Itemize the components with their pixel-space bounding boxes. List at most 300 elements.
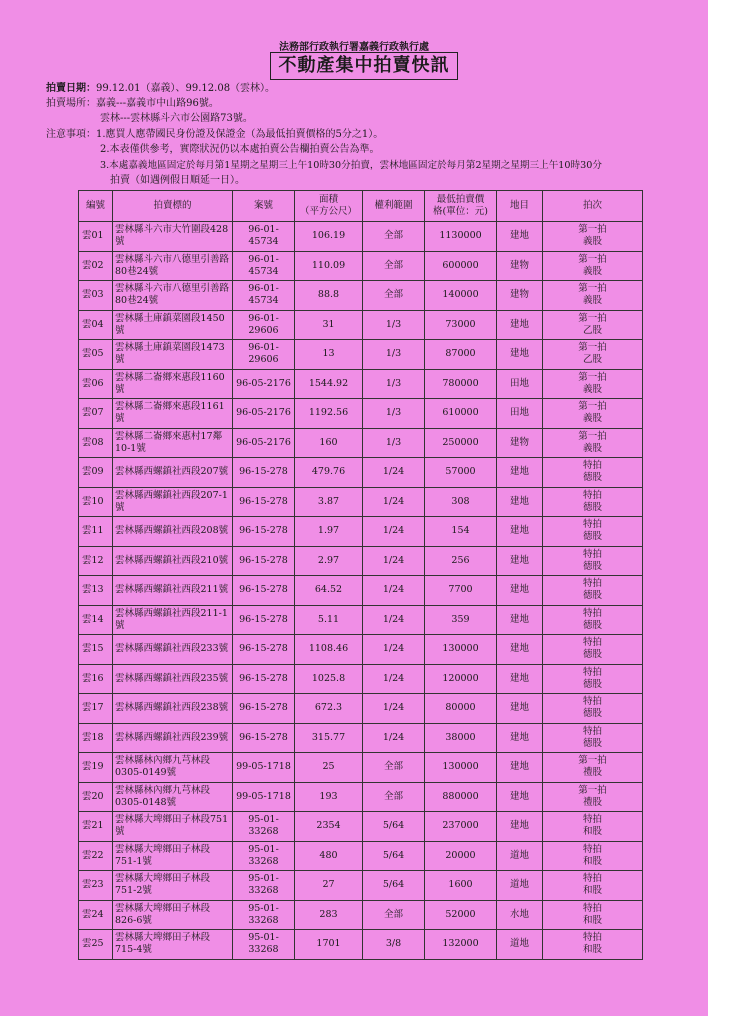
row-price: 140000 xyxy=(425,281,497,311)
table-row xyxy=(79,871,643,901)
auction-table xyxy=(78,190,643,960)
table-row xyxy=(79,694,643,724)
row-division: 德股 xyxy=(582,531,602,543)
row-division: 義股 xyxy=(582,265,602,277)
row-number: 雲17 xyxy=(79,694,113,724)
row-price: 7700 xyxy=(425,576,497,606)
row-land: 建物 xyxy=(497,281,543,311)
row-area: 31 xyxy=(295,310,363,340)
row-item: 雲林縣西螺鎮社西段207-1號 xyxy=(113,487,233,517)
table-row xyxy=(79,369,643,399)
row-area: 1544.92 xyxy=(295,369,363,399)
row-division: 德股 xyxy=(582,678,602,690)
row-item: 雲林縣西螺鎮社西段235號 xyxy=(113,664,233,694)
row-item: 雲林縣大埤鄉田子林段715-4號 xyxy=(113,930,233,960)
row-division: 德股 xyxy=(582,737,602,749)
auction-place-label: 拍賣場所： xyxy=(46,98,96,109)
row-division: 德股 xyxy=(582,649,602,661)
row-division: 和股 xyxy=(582,944,602,956)
row-round-cell xyxy=(543,458,643,488)
row-item: 雲林縣大埤鄉田子林段751-1號 xyxy=(113,841,233,871)
row-land: 建地 xyxy=(497,517,543,547)
row-division: 義股 xyxy=(582,413,602,425)
row-area: 283 xyxy=(295,900,363,930)
row-area: 106.19 xyxy=(295,222,363,252)
row-round: 特拍 xyxy=(582,666,602,678)
note-3a: 3.本處嘉義地區固定於每月第1星期之星期三上午10時30分拍賣，雲林地區固定於每月第2星期之星期三上午10時30分 xyxy=(100,160,602,171)
row-price: 154 xyxy=(425,517,497,547)
header-price-1: 最低拍賣價 xyxy=(436,194,485,205)
row-land: 建地 xyxy=(497,340,543,370)
table-row xyxy=(79,723,643,753)
header-area-1: 面積 xyxy=(318,194,338,205)
row-land: 田地 xyxy=(497,369,543,399)
row-rights: 5/64 xyxy=(363,812,425,842)
row-rights: 1/24 xyxy=(363,694,425,724)
row-division: 義股 xyxy=(582,236,602,248)
note-2: 2.本表僅供參考，實際狀況仍以本處拍賣公告欄拍賣公告為準。 xyxy=(100,144,380,155)
row-area: 1025.8 xyxy=(295,664,363,694)
row-division: 和股 xyxy=(582,885,602,897)
row-case: 95-01-33268 xyxy=(233,841,295,871)
note-3b: 拍賣（如遇例假日順延一日）。 xyxy=(110,175,245,186)
row-division: 禮股 xyxy=(582,767,602,779)
notes-label: 注意事項： xyxy=(46,129,96,140)
row-round: 特拍 xyxy=(582,725,602,737)
row-land: 建地 xyxy=(497,635,543,665)
row-rights: 1/24 xyxy=(363,546,425,576)
table-row xyxy=(79,812,643,842)
row-round: 特拍 xyxy=(582,637,602,649)
row-round-cell xyxy=(543,222,643,252)
row-case: 99-05-1718 xyxy=(233,753,295,783)
row-round: 第一拍 xyxy=(578,312,607,324)
row-price: 73000 xyxy=(425,310,497,340)
row-round-cell xyxy=(543,753,643,783)
row-area: 2354 xyxy=(295,812,363,842)
row-round-cell xyxy=(543,900,643,930)
row-item: 雲林縣斗六市大竹圍段428號 xyxy=(113,222,233,252)
row-round: 特拍 xyxy=(582,578,602,590)
table-row xyxy=(79,399,643,429)
row-land: 水地 xyxy=(497,900,543,930)
row-rights: 1/3 xyxy=(363,340,425,370)
row-rights: 全部 xyxy=(363,281,425,311)
row-land: 建地 xyxy=(497,812,543,842)
row-price: 237000 xyxy=(425,812,497,842)
row-division: 德股 xyxy=(582,472,602,484)
row-land: 建地 xyxy=(497,576,543,606)
row-round-cell xyxy=(543,428,643,458)
row-rights: 1/24 xyxy=(363,605,425,635)
row-case: 96-15-278 xyxy=(233,635,295,665)
auction-date-label: 拍賣日期： xyxy=(46,83,96,94)
row-price: 250000 xyxy=(425,428,497,458)
table-header-row xyxy=(79,191,643,222)
row-land: 建地 xyxy=(497,782,543,812)
row-price: 57000 xyxy=(425,458,497,488)
row-case: 95-01-33268 xyxy=(233,871,295,901)
row-area: 5.11 xyxy=(295,605,363,635)
row-rights: 1/24 xyxy=(363,458,425,488)
row-number: 雲18 xyxy=(79,723,113,753)
table-row xyxy=(79,517,643,547)
row-round-cell xyxy=(543,841,643,871)
row-item: 雲林縣斗六市八德里引善路80巷24號 xyxy=(113,281,233,311)
row-case: 96-15-278 xyxy=(233,723,295,753)
row-rights: 1/3 xyxy=(363,428,425,458)
table-row xyxy=(79,546,643,576)
notes-line-1 xyxy=(46,128,383,142)
row-land: 建地 xyxy=(497,723,543,753)
row-number: 雲24 xyxy=(79,900,113,930)
row-price: 1130000 xyxy=(425,222,497,252)
row-round: 第一拍 xyxy=(578,224,607,236)
row-land: 建物 xyxy=(497,251,543,281)
row-area: 64.52 xyxy=(295,576,363,606)
row-rights: 1/3 xyxy=(363,399,425,429)
row-number: 雲23 xyxy=(79,871,113,901)
row-round-cell xyxy=(543,340,643,370)
row-number: 雲19 xyxy=(79,753,113,783)
row-round: 第一拍 xyxy=(578,371,607,383)
table-row xyxy=(79,458,643,488)
row-rights: 1/3 xyxy=(363,369,425,399)
row-land: 道地 xyxy=(497,871,543,901)
row-land: 建地 xyxy=(497,458,543,488)
row-case: 96-01-45734 xyxy=(233,222,295,252)
row-round: 第一拍 xyxy=(578,784,607,796)
row-division: 義股 xyxy=(582,442,602,454)
row-rights: 全部 xyxy=(363,222,425,252)
row-round-cell xyxy=(543,664,643,694)
row-round-cell xyxy=(543,546,643,576)
row-area: 1.97 xyxy=(295,517,363,547)
row-round-cell xyxy=(543,812,643,842)
row-round-cell xyxy=(543,399,643,429)
document-title: 不動產集中拍賣快訊 xyxy=(270,52,458,80)
row-area: 88.8 xyxy=(295,281,363,311)
table-row xyxy=(79,281,643,311)
row-number: 雲09 xyxy=(79,458,113,488)
row-area: 479.76 xyxy=(295,458,363,488)
row-division: 禮股 xyxy=(582,796,602,808)
row-round-cell xyxy=(543,487,643,517)
header-price-2: 格(單位：元) xyxy=(433,206,488,217)
row-area: 1192.56 xyxy=(295,399,363,429)
row-round-cell xyxy=(543,369,643,399)
table-row xyxy=(79,310,643,340)
table-row xyxy=(79,635,643,665)
row-item: 雲林縣土庫鎮菜園段1473號 xyxy=(113,340,233,370)
header-area-2: （平方公尺） xyxy=(299,206,357,217)
row-round-cell xyxy=(543,930,643,960)
row-rights: 1/24 xyxy=(363,576,425,606)
row-price: 880000 xyxy=(425,782,497,812)
row-round: 特拍 xyxy=(582,932,602,944)
row-rights: 1/24 xyxy=(363,723,425,753)
row-land: 建地 xyxy=(497,310,543,340)
row-number: 雲20 xyxy=(79,782,113,812)
row-case: 96-15-278 xyxy=(233,458,295,488)
row-round: 特拍 xyxy=(582,607,602,619)
row-area: 27 xyxy=(295,871,363,901)
agency-name: 法務部行政執行署嘉義行政執行處 xyxy=(279,42,429,53)
row-case: 95-01-33268 xyxy=(233,900,295,930)
row-round-cell xyxy=(543,517,643,547)
row-case: 96-01-45734 xyxy=(233,251,295,281)
row-division: 和股 xyxy=(582,826,602,838)
row-case: 96-15-278 xyxy=(233,487,295,517)
row-case: 96-05-2176 xyxy=(233,399,295,429)
row-number: 雲13 xyxy=(79,576,113,606)
row-round: 特拍 xyxy=(582,873,602,885)
auction-place-yunlin: 雲林---雲林縣斗六市公園路73號。 xyxy=(100,113,253,124)
row-division: 德股 xyxy=(582,501,602,513)
row-round-cell xyxy=(543,605,643,635)
row-number: 雲15 xyxy=(79,635,113,665)
row-item: 雲林縣二崙鄉來惠段1161號 xyxy=(113,399,233,429)
header-area xyxy=(295,191,363,222)
row-round: 特拍 xyxy=(582,460,602,472)
header-land: 地目 xyxy=(497,191,543,222)
row-division: 乙股 xyxy=(582,324,602,336)
row-price: 87000 xyxy=(425,340,497,370)
row-number: 雲04 xyxy=(79,310,113,340)
row-number: 雲11 xyxy=(79,517,113,547)
row-case: 96-05-2176 xyxy=(233,428,295,458)
row-round-cell xyxy=(543,694,643,724)
row-land: 道地 xyxy=(497,841,543,871)
row-rights: 1/24 xyxy=(363,487,425,517)
row-round: 特拍 xyxy=(582,519,602,531)
row-division: 義股 xyxy=(582,383,602,395)
row-case: 96-01-45734 xyxy=(233,281,295,311)
row-area: 110.09 xyxy=(295,251,363,281)
row-case: 96-15-278 xyxy=(233,576,295,606)
row-case: 96-15-278 xyxy=(233,605,295,635)
row-land: 田地 xyxy=(497,399,543,429)
row-area: 3.87 xyxy=(295,487,363,517)
row-case: 96-15-278 xyxy=(233,546,295,576)
row-round: 特拍 xyxy=(582,843,602,855)
row-number: 雲22 xyxy=(79,841,113,871)
row-division: 義股 xyxy=(582,295,602,307)
row-round: 第一拍 xyxy=(578,342,607,354)
table-row xyxy=(79,841,643,871)
row-number: 雲05 xyxy=(79,340,113,370)
header-case: 案號 xyxy=(233,191,295,222)
row-price: 780000 xyxy=(425,369,497,399)
row-land: 建地 xyxy=(497,753,543,783)
row-round: 特拍 xyxy=(582,696,602,708)
row-price: 610000 xyxy=(425,399,497,429)
row-number: 雲14 xyxy=(79,605,113,635)
row-round-cell xyxy=(543,576,643,606)
row-price: 1600 xyxy=(425,871,497,901)
row-price: 130000 xyxy=(425,635,497,665)
row-price: 80000 xyxy=(425,694,497,724)
row-round-cell xyxy=(543,871,643,901)
row-number: 雲03 xyxy=(79,281,113,311)
row-round: 第一拍 xyxy=(578,283,607,295)
row-case: 96-01-29606 xyxy=(233,310,295,340)
row-case: 99-05-1718 xyxy=(233,782,295,812)
row-price: 256 xyxy=(425,546,497,576)
row-number: 雲02 xyxy=(79,251,113,281)
table-row xyxy=(79,930,643,960)
row-item: 雲林縣西螺鎮社西段211號 xyxy=(113,576,233,606)
row-round-cell xyxy=(543,251,643,281)
row-number: 雲06 xyxy=(79,369,113,399)
table-row xyxy=(79,428,643,458)
row-division: 和股 xyxy=(582,914,602,926)
row-case: 96-15-278 xyxy=(233,694,295,724)
row-case: 95-01-33268 xyxy=(233,812,295,842)
row-rights: 全部 xyxy=(363,753,425,783)
row-item: 雲林縣林內鄉九芎林段0305-0148號 xyxy=(113,782,233,812)
note-1: 1.應買人應帶國民身份證及保證金（為最低拍賣價格的5分之1）。 xyxy=(96,129,384,140)
row-rights: 全部 xyxy=(363,782,425,812)
row-item: 雲林縣西螺鎮社西段211-1號 xyxy=(113,605,233,635)
row-item: 雲林縣西螺鎮社西段207號 xyxy=(113,458,233,488)
row-price: 38000 xyxy=(425,723,497,753)
row-number: 雲25 xyxy=(79,930,113,960)
row-area: 315.77 xyxy=(295,723,363,753)
row-area: 160 xyxy=(295,428,363,458)
row-price: 130000 xyxy=(425,753,497,783)
row-rights: 全部 xyxy=(363,251,425,281)
row-round-cell xyxy=(543,281,643,311)
row-price: 132000 xyxy=(425,930,497,960)
row-number: 雲07 xyxy=(79,399,113,429)
auction-place-line xyxy=(46,97,219,111)
row-round: 特拍 xyxy=(582,902,602,914)
row-price: 600000 xyxy=(425,251,497,281)
row-division: 德股 xyxy=(582,590,602,602)
row-land: 建地 xyxy=(497,664,543,694)
row-number: 雲21 xyxy=(79,812,113,842)
row-rights: 5/64 xyxy=(363,871,425,901)
row-round: 特拍 xyxy=(582,814,602,826)
header-price xyxy=(425,191,497,222)
row-rights: 1/24 xyxy=(363,664,425,694)
row-area: 1701 xyxy=(295,930,363,960)
table-row xyxy=(79,251,643,281)
table-row xyxy=(79,605,643,635)
row-price: 308 xyxy=(425,487,497,517)
row-price: 120000 xyxy=(425,664,497,694)
row-division: 德股 xyxy=(582,708,602,720)
row-item: 雲林縣西螺鎮社西段233號 xyxy=(113,635,233,665)
table-row xyxy=(79,340,643,370)
row-case: 96-01-29606 xyxy=(233,340,295,370)
row-area: 480 xyxy=(295,841,363,871)
table-row xyxy=(79,782,643,812)
row-area: 193 xyxy=(295,782,363,812)
table-row xyxy=(79,664,643,694)
row-item: 雲林縣大埤鄉田子林段751號 xyxy=(113,812,233,842)
row-rights: 1/24 xyxy=(363,635,425,665)
row-land: 道地 xyxy=(497,930,543,960)
auction-date-line xyxy=(46,82,275,96)
row-rights: 1/3 xyxy=(363,310,425,340)
auction-place-chiayi: 嘉義---嘉義市中山路96號。 xyxy=(96,98,219,109)
row-price: 359 xyxy=(425,605,497,635)
row-round: 第一拍 xyxy=(578,253,607,265)
table-row xyxy=(79,487,643,517)
row-area: 13 xyxy=(295,340,363,370)
row-round: 第一拍 xyxy=(578,755,607,767)
row-rights: 1/24 xyxy=(363,517,425,547)
table-row xyxy=(79,900,643,930)
row-item: 雲林縣二崙鄉來惠段1160號 xyxy=(113,369,233,399)
row-case: 95-01-33268 xyxy=(233,930,295,960)
row-land: 建物 xyxy=(497,428,543,458)
row-area: 1108.46 xyxy=(295,635,363,665)
row-item: 雲林縣林內鄉九芎林段0305-0149號 xyxy=(113,753,233,783)
header-item: 拍賣標的 xyxy=(113,191,233,222)
row-division: 和股 xyxy=(582,855,602,867)
row-land: 建地 xyxy=(497,222,543,252)
row-land: 建地 xyxy=(497,546,543,576)
header-rights: 權利範圍 xyxy=(363,191,425,222)
row-round: 第一拍 xyxy=(578,430,607,442)
row-case: 96-15-278 xyxy=(233,664,295,694)
table-row xyxy=(79,222,643,252)
row-number: 雲12 xyxy=(79,546,113,576)
row-price: 20000 xyxy=(425,841,497,871)
row-number: 雲01 xyxy=(79,222,113,252)
row-round-cell xyxy=(543,723,643,753)
row-round: 第一拍 xyxy=(578,401,607,413)
row-case: 96-15-278 xyxy=(233,517,295,547)
row-number: 雲08 xyxy=(79,428,113,458)
row-item: 雲林縣二崙鄉來惠村17鄰10-1號 xyxy=(113,428,233,458)
row-round-cell xyxy=(543,635,643,665)
table-row xyxy=(79,753,643,783)
row-item: 雲林縣西螺鎮社西段208號 xyxy=(113,517,233,547)
row-item: 雲林縣大埤鄉田子林段751-2號 xyxy=(113,871,233,901)
header-round: 拍次 xyxy=(543,191,643,222)
row-item: 雲林縣大埤鄉田子林段826-6號 xyxy=(113,900,233,930)
row-division: 德股 xyxy=(582,560,602,572)
row-area: 2.97 xyxy=(295,546,363,576)
row-rights: 5/64 xyxy=(363,841,425,871)
row-land: 建地 xyxy=(497,487,543,517)
row-rights: 全部 xyxy=(363,900,425,930)
row-land: 建地 xyxy=(497,605,543,635)
row-item: 雲林縣西螺鎮社西段238號 xyxy=(113,694,233,724)
row-item: 雲林縣西螺鎮社西段239號 xyxy=(113,723,233,753)
row-number: 雲10 xyxy=(79,487,113,517)
header-no: 編號 xyxy=(79,191,113,222)
row-rights: 3/8 xyxy=(363,930,425,960)
table-row xyxy=(79,576,643,606)
row-round: 特拍 xyxy=(582,489,602,501)
row-area: 25 xyxy=(295,753,363,783)
row-item: 雲林縣西螺鎮社西段210號 xyxy=(113,546,233,576)
row-division: 德股 xyxy=(582,619,602,631)
row-round-cell xyxy=(543,310,643,340)
row-round: 特拍 xyxy=(582,548,602,560)
row-number: 雲16 xyxy=(79,664,113,694)
row-item: 雲林縣土庫鎮菜園段1450號 xyxy=(113,310,233,340)
auction-date-value: 99.12.01（嘉義）、99.12.08（雲林）。 xyxy=(96,83,276,94)
row-item: 雲林縣斗六市八德里引善路80巷24號 xyxy=(113,251,233,281)
row-price: 52000 xyxy=(425,900,497,930)
row-division: 乙股 xyxy=(582,354,602,366)
